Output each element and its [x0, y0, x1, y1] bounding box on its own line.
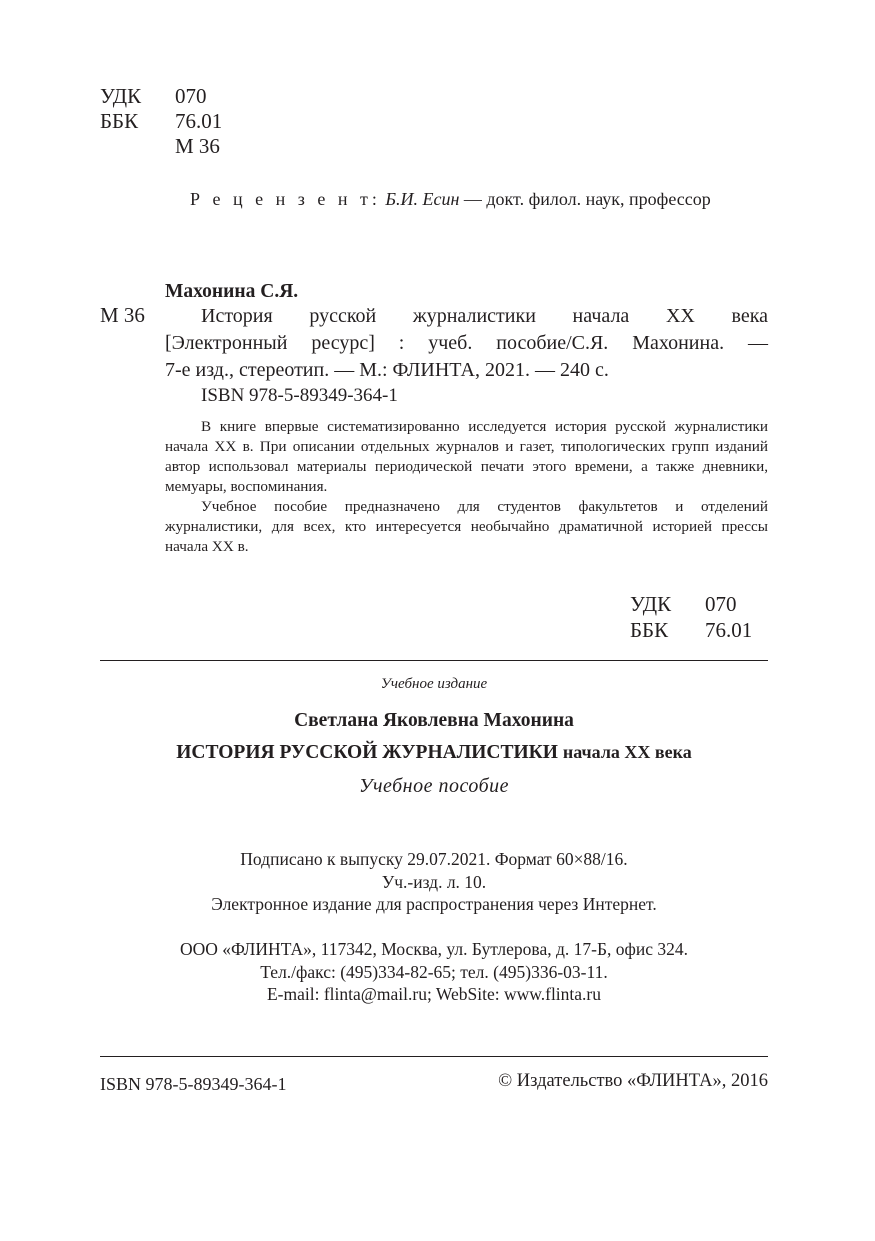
- catalog-description: [165, 303, 768, 384]
- publisher-phone: Тел./факс: (495)334-82-65; тел. (495)336-03-11.: [260, 961, 608, 982]
- reviewer-line: [190, 189, 711, 210]
- annotation: [165, 417, 768, 557]
- catalog-author-mark: М 36: [100, 303, 145, 327]
- publishing-line-1: Подписано к выпуску 29.07.2021. Формат 60×88/16.: [240, 849, 628, 869]
- bbk-row: [100, 109, 222, 134]
- description-line-2: [Электронный ресурс] : учеб. пособие/С.Я. Махонина. —: [165, 332, 768, 354]
- bbk-value: 76.01: [175, 109, 223, 133]
- annotation-paragraph-2: Учебное пособие предназначено для студентов факультетов и отделений журналистики, для всех, кто интересуется необычайно драматичной историей прессы начала XX в.: [165, 498, 768, 555]
- bottom-udk-label: УДК: [630, 592, 672, 616]
- reviewer-title: — докт. филол. наук, профессор: [463, 189, 711, 209]
- publisher-address: ООО «ФЛИНТА», 117342, Москва, ул. Бутлерова, д. 17-Б, офис 324.: [180, 939, 688, 959]
- divider-top: [100, 660, 768, 661]
- edition-type: Учебное издание: [380, 676, 488, 692]
- publishing-line-3: Электронное издание для распространения через Интернет.: [211, 894, 657, 914]
- reviewer-label: Р е ц е н з е н т:: [190, 189, 381, 209]
- bottom-udk-row: [630, 591, 752, 617]
- catalog-isbn: ISBN 978-5-89349-364-1: [201, 385, 398, 406]
- publishing-info: [100, 848, 768, 916]
- description-line-1: История русской журналистики начала XX века: [201, 305, 768, 327]
- top-classification-codes: [100, 84, 222, 159]
- catalog-author: Махонина С.Я.: [165, 281, 299, 302]
- author-full-name: Светлана Яковлевна Махонина: [294, 710, 574, 731]
- footer-isbn: ISBN 978-5-89349-364-1: [100, 1074, 287, 1094]
- bottom-classification-codes: [630, 591, 752, 643]
- udk-row: [100, 84, 222, 109]
- book-title-rest: начала XX века: [562, 742, 692, 762]
- udk-label: УДК: [100, 84, 142, 108]
- publisher-contacts: [100, 938, 768, 1006]
- bottom-bbk-row: [630, 617, 752, 643]
- publishing-line-2: Уч.-изд. л. 10.: [381, 871, 487, 892]
- author-mark: М 36: [175, 134, 220, 158]
- description-line-3: 7-е изд., стереотип. — М.: ФЛИНТА, 2021. — 240 с.: [165, 359, 609, 381]
- udk-value: 070: [175, 84, 207, 108]
- book-title-caps: ИСТОРИЯ РУССКОЙ ЖУРНАЛИСТИКИ: [176, 742, 558, 763]
- bbk-label: ББК: [100, 109, 139, 133]
- bottom-bbk-value: 76.01: [705, 618, 753, 642]
- annotation-paragraph-1: В книге впервые систематизированно исследуется история русской журналистики начала XX в. При описании отдельных журналов и газет, типологических групп изданий автор использовал материалы периодической печати этого времени, а также дневники, мемуары, воспоминания.: [165, 418, 768, 495]
- divider-bottom: [100, 1056, 768, 1057]
- book-subtitle: Учебное пособие: [358, 775, 510, 797]
- author-mark-row: [100, 134, 222, 159]
- footer-copyright: © Издательство «ФЛИНТА», 2016: [498, 1071, 768, 1091]
- bottom-bbk-label: ББК: [630, 618, 669, 642]
- reviewer-name: Б.И. Есин: [385, 189, 460, 209]
- bottom-udk-value: 070: [705, 592, 737, 616]
- book-title: [100, 742, 768, 764]
- publisher-email: E-mail: flinta@mail.ru; WebSite: www.flinta.ru: [266, 984, 601, 1004]
